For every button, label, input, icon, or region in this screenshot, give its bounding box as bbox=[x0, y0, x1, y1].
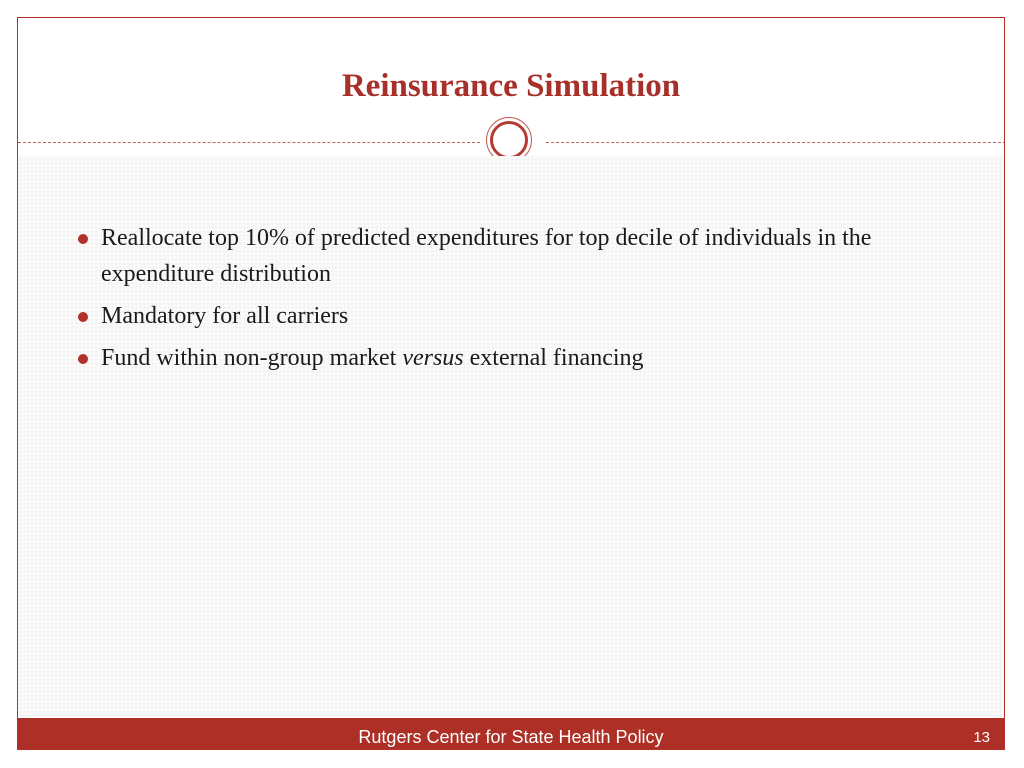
bullet-item bbox=[78, 298, 938, 334]
ring-inner bbox=[490, 121, 528, 159]
bullet-text: Mandatory for all carriers bbox=[101, 303, 349, 329]
bullet-emphasis: versus bbox=[402, 345, 464, 371]
bullet-icon bbox=[78, 354, 88, 364]
title-divider-left bbox=[18, 142, 480, 143]
bullet-text-start: Fund within non-group market bbox=[101, 345, 403, 371]
bullet-text bbox=[101, 345, 644, 371]
footer-bar bbox=[18, 718, 1004, 750]
page-number: 13 bbox=[973, 729, 990, 746]
bullet-text: Reallocate top 10% of predicted expenditures for top decile of individuals in the expenditure distribution bbox=[101, 225, 872, 287]
bullet-item bbox=[78, 220, 938, 292]
bullet-icon bbox=[78, 312, 88, 322]
content-area bbox=[18, 156, 1004, 718]
footer-organization: Rutgers Center for State Health Policy bbox=[358, 727, 664, 747]
bullet-item bbox=[78, 340, 938, 376]
slide-title: Reinsurance Simulation bbox=[341, 68, 681, 104]
slide bbox=[17, 17, 1005, 750]
bullet-list bbox=[78, 220, 938, 382]
title-divider-right bbox=[546, 142, 1005, 143]
bullet-icon bbox=[78, 234, 88, 244]
bullet-text-end: external financing bbox=[463, 345, 644, 371]
